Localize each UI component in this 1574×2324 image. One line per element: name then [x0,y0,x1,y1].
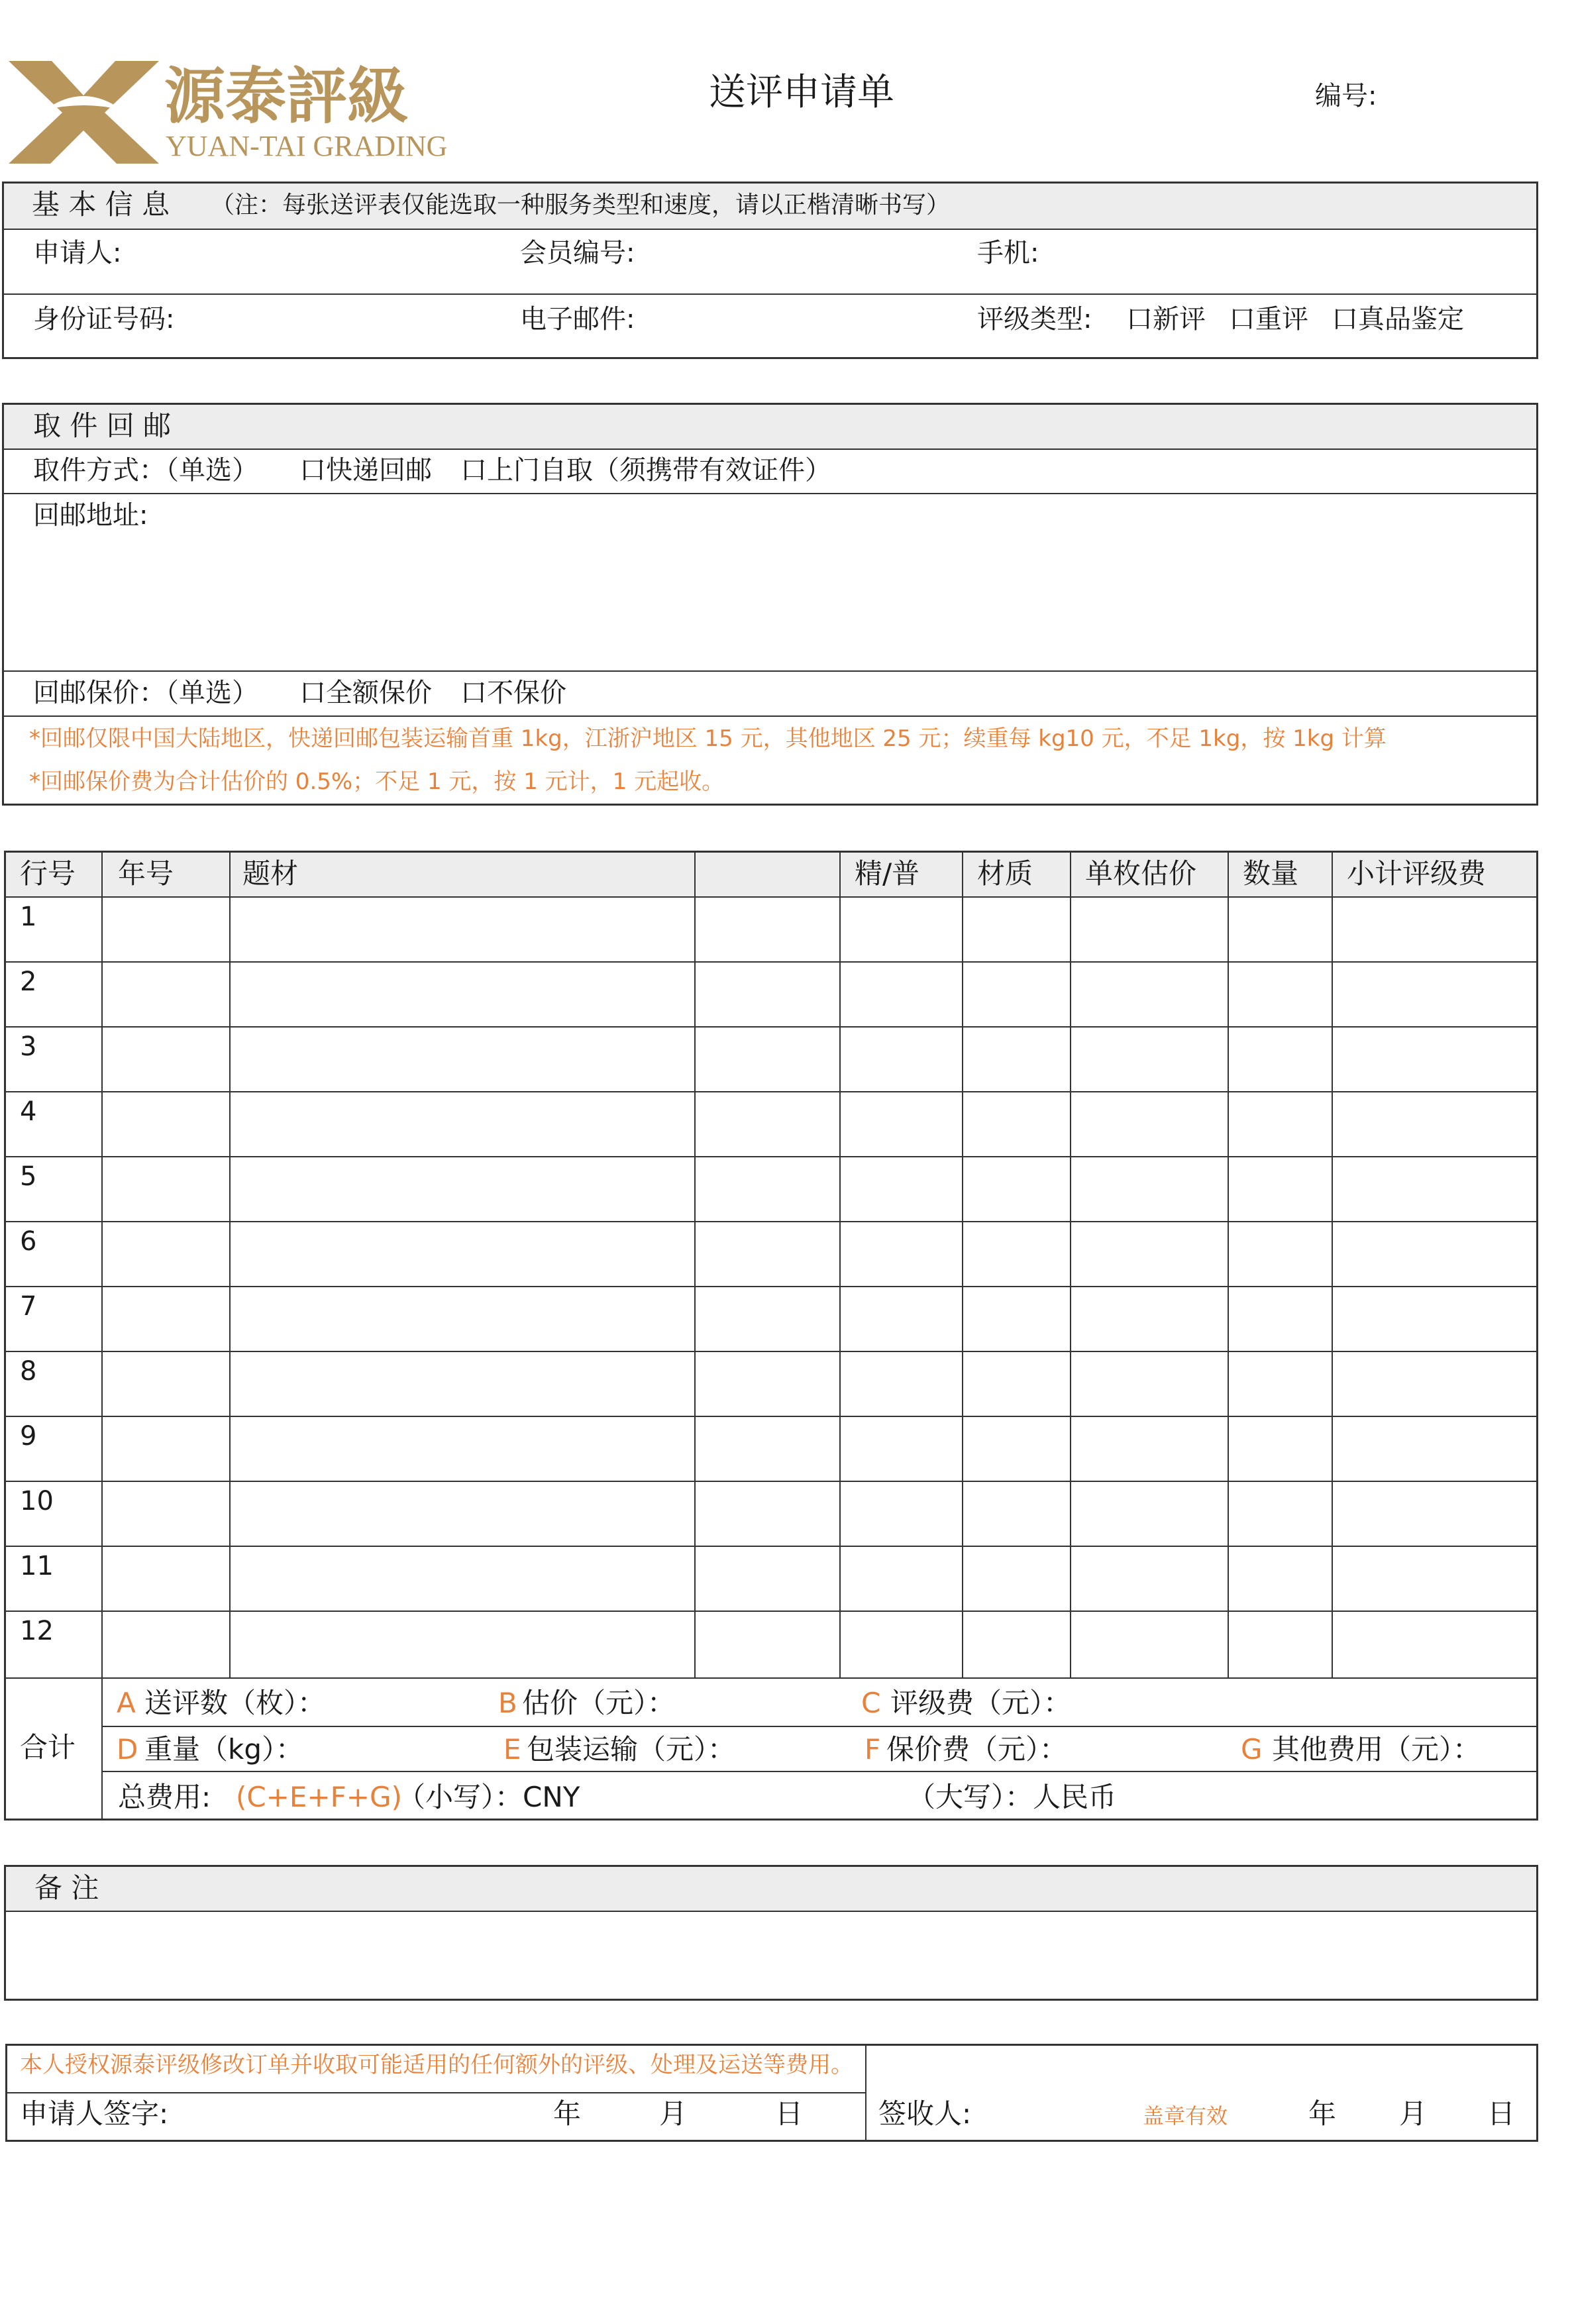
phone-label[interactable]: 手机: [977,238,1039,268]
total-d-letter: D [117,1733,138,1766]
insurance-note: *回邮保价费为合计估价的 0.5%；不足 1 元，按 1 元计，1 元起收。 [29,768,725,795]
total-e-letter: E [503,1733,521,1766]
applicant-year-label: 年 [553,2097,582,2130]
table-row-number: 12 [20,1616,54,1646]
col-header-quantity: 数量 [1243,857,1299,890]
total-insurance-label[interactable]: 保价费（元）： [886,1733,1068,1766]
table-row-number: 11 [20,1551,54,1581]
logo-mark-icon [5,54,469,167]
total-g-letter: G [1241,1733,1263,1766]
page-title: 送评申请单 [709,71,894,114]
col-header-unit-value: 单枚估价 [1085,857,1197,890]
logo-en-text: YUAN-TAI GRADING [166,130,448,162]
table-row-number: 9 [20,1421,37,1452]
col-header-fine: 精/普 [855,857,920,890]
remarks-section[interactable] [4,1865,1538,2001]
total-f-letter: F [865,1733,881,1766]
col-header-material: 材质 [977,857,1033,890]
insurance-label: 回邮保价：（单选） [33,678,258,708]
table-row-number: 7 [20,1291,37,1322]
remarks-title: 备 注 [34,1872,99,1904]
insurance-option-full[interactable]: 口全额保价 [299,678,432,708]
receiver-label[interactable]: 签收人: [878,2097,972,2130]
return-address-label[interactable]: 回邮地址: [33,500,148,531]
grade-option-regrade[interactable]: 口重评 [1229,304,1308,335]
col-header-year: 年号 [118,857,174,890]
grand-total-formula: (C+E+F+G) [236,1781,402,1813]
basic-info-note: （注：每张送评表仅能选取一种服务类型和速度，请以正楷清晰书写） [211,191,951,219]
total-weight-label[interactable]: 重量（kg）： [144,1733,303,1766]
col-header-row-no: 行号 [20,857,76,890]
table-row-number: 5 [20,1161,37,1192]
pickup-method-label: 取件方式：（单选） [33,455,258,486]
company-logo [5,54,469,167]
col-header-subtotal: 小计评级费 [1347,857,1487,890]
authorization-text: 本人授权源泰评级修改订单并收取可能适用的任何额外的评级、处理及运送等费用。 [20,2052,853,2078]
receiver-month-label: 月 [1399,2097,1428,2130]
receiver-day-label: 日 [1487,2097,1516,2130]
table-row-number: 4 [20,1096,37,1127]
grade-option-authenticate[interactable]: 口真品鉴定 [1332,304,1464,335]
pickup-option-self[interactable]: 口上门自取（须携带有效证件） [460,455,831,486]
grade-type-label: 评级类型: [977,304,1092,335]
total-c-letter: C [861,1687,881,1719]
table-row-number: 8 [20,1356,37,1387]
shipping-note: *回邮仅限中国大陆地区，快递回邮包装运输首重 1kg，江浙沪地区 15 元，其他地区 25 元；续重每 kg10 元，不足 1kg，按 1kg 计算 [29,725,1387,752]
table-row-number: 6 [20,1226,37,1257]
total-grading-fee-label[interactable]: 评级费（元）： [890,1687,1072,1719]
insurance-option-none[interactable]: 口不保价 [460,678,566,708]
applicant-label[interactable]: 申请人: [33,238,122,268]
grand-total-small-label[interactable]: （小写）：CNY [397,1781,580,1813]
total-value-label[interactable]: 估价（元）： [522,1687,676,1719]
table-row-number: 1 [20,902,37,932]
total-b-letter: B [498,1687,517,1719]
logo-cn-text: 源泰評級 [164,63,409,131]
email-label[interactable]: 电子邮件: [520,304,635,335]
grade-option-new[interactable]: 口新评 [1126,304,1206,335]
total-count-label[interactable]: 送评数（枚）： [144,1687,326,1719]
id-no-label[interactable]: 身份证号码: [33,304,175,335]
total-a-letter: A [117,1687,136,1719]
basic-info-title: 基 本 信 息 [32,188,170,221]
totals-label: 合计 [20,1731,76,1764]
total-shipping-label[interactable]: 包装运输（元）： [527,1733,736,1766]
table-row-number: 10 [20,1486,54,1516]
total-other-fee-label[interactable]: 其他费用（元）： [1272,1733,1481,1766]
pickup-title: 取 件 回 邮 [33,409,172,442]
pickup-option-express[interactable]: 口快递回邮 [299,455,432,486]
table-row-number: 2 [20,967,37,997]
applicant-signature-label[interactable]: 申请人签字: [20,2097,169,2130]
serial-number-label: 编号: [1315,81,1377,111]
member-no-label[interactable]: 会员编号: [520,238,635,268]
table-row-number: 3 [20,1031,37,1062]
receiver-year-label: 年 [1308,2097,1337,2130]
applicant-day-label: 日 [775,2097,804,2130]
items-table [4,851,1538,1821]
col-header-subject: 题材 [242,857,299,890]
grand-total-label: 总费用: [118,1781,211,1813]
grand-total-large-label[interactable]: （大写）：人民币 [908,1781,1117,1813]
stamp-note: 盖章有效 [1143,2103,1228,2129]
applicant-month-label: 月 [659,2097,688,2130]
